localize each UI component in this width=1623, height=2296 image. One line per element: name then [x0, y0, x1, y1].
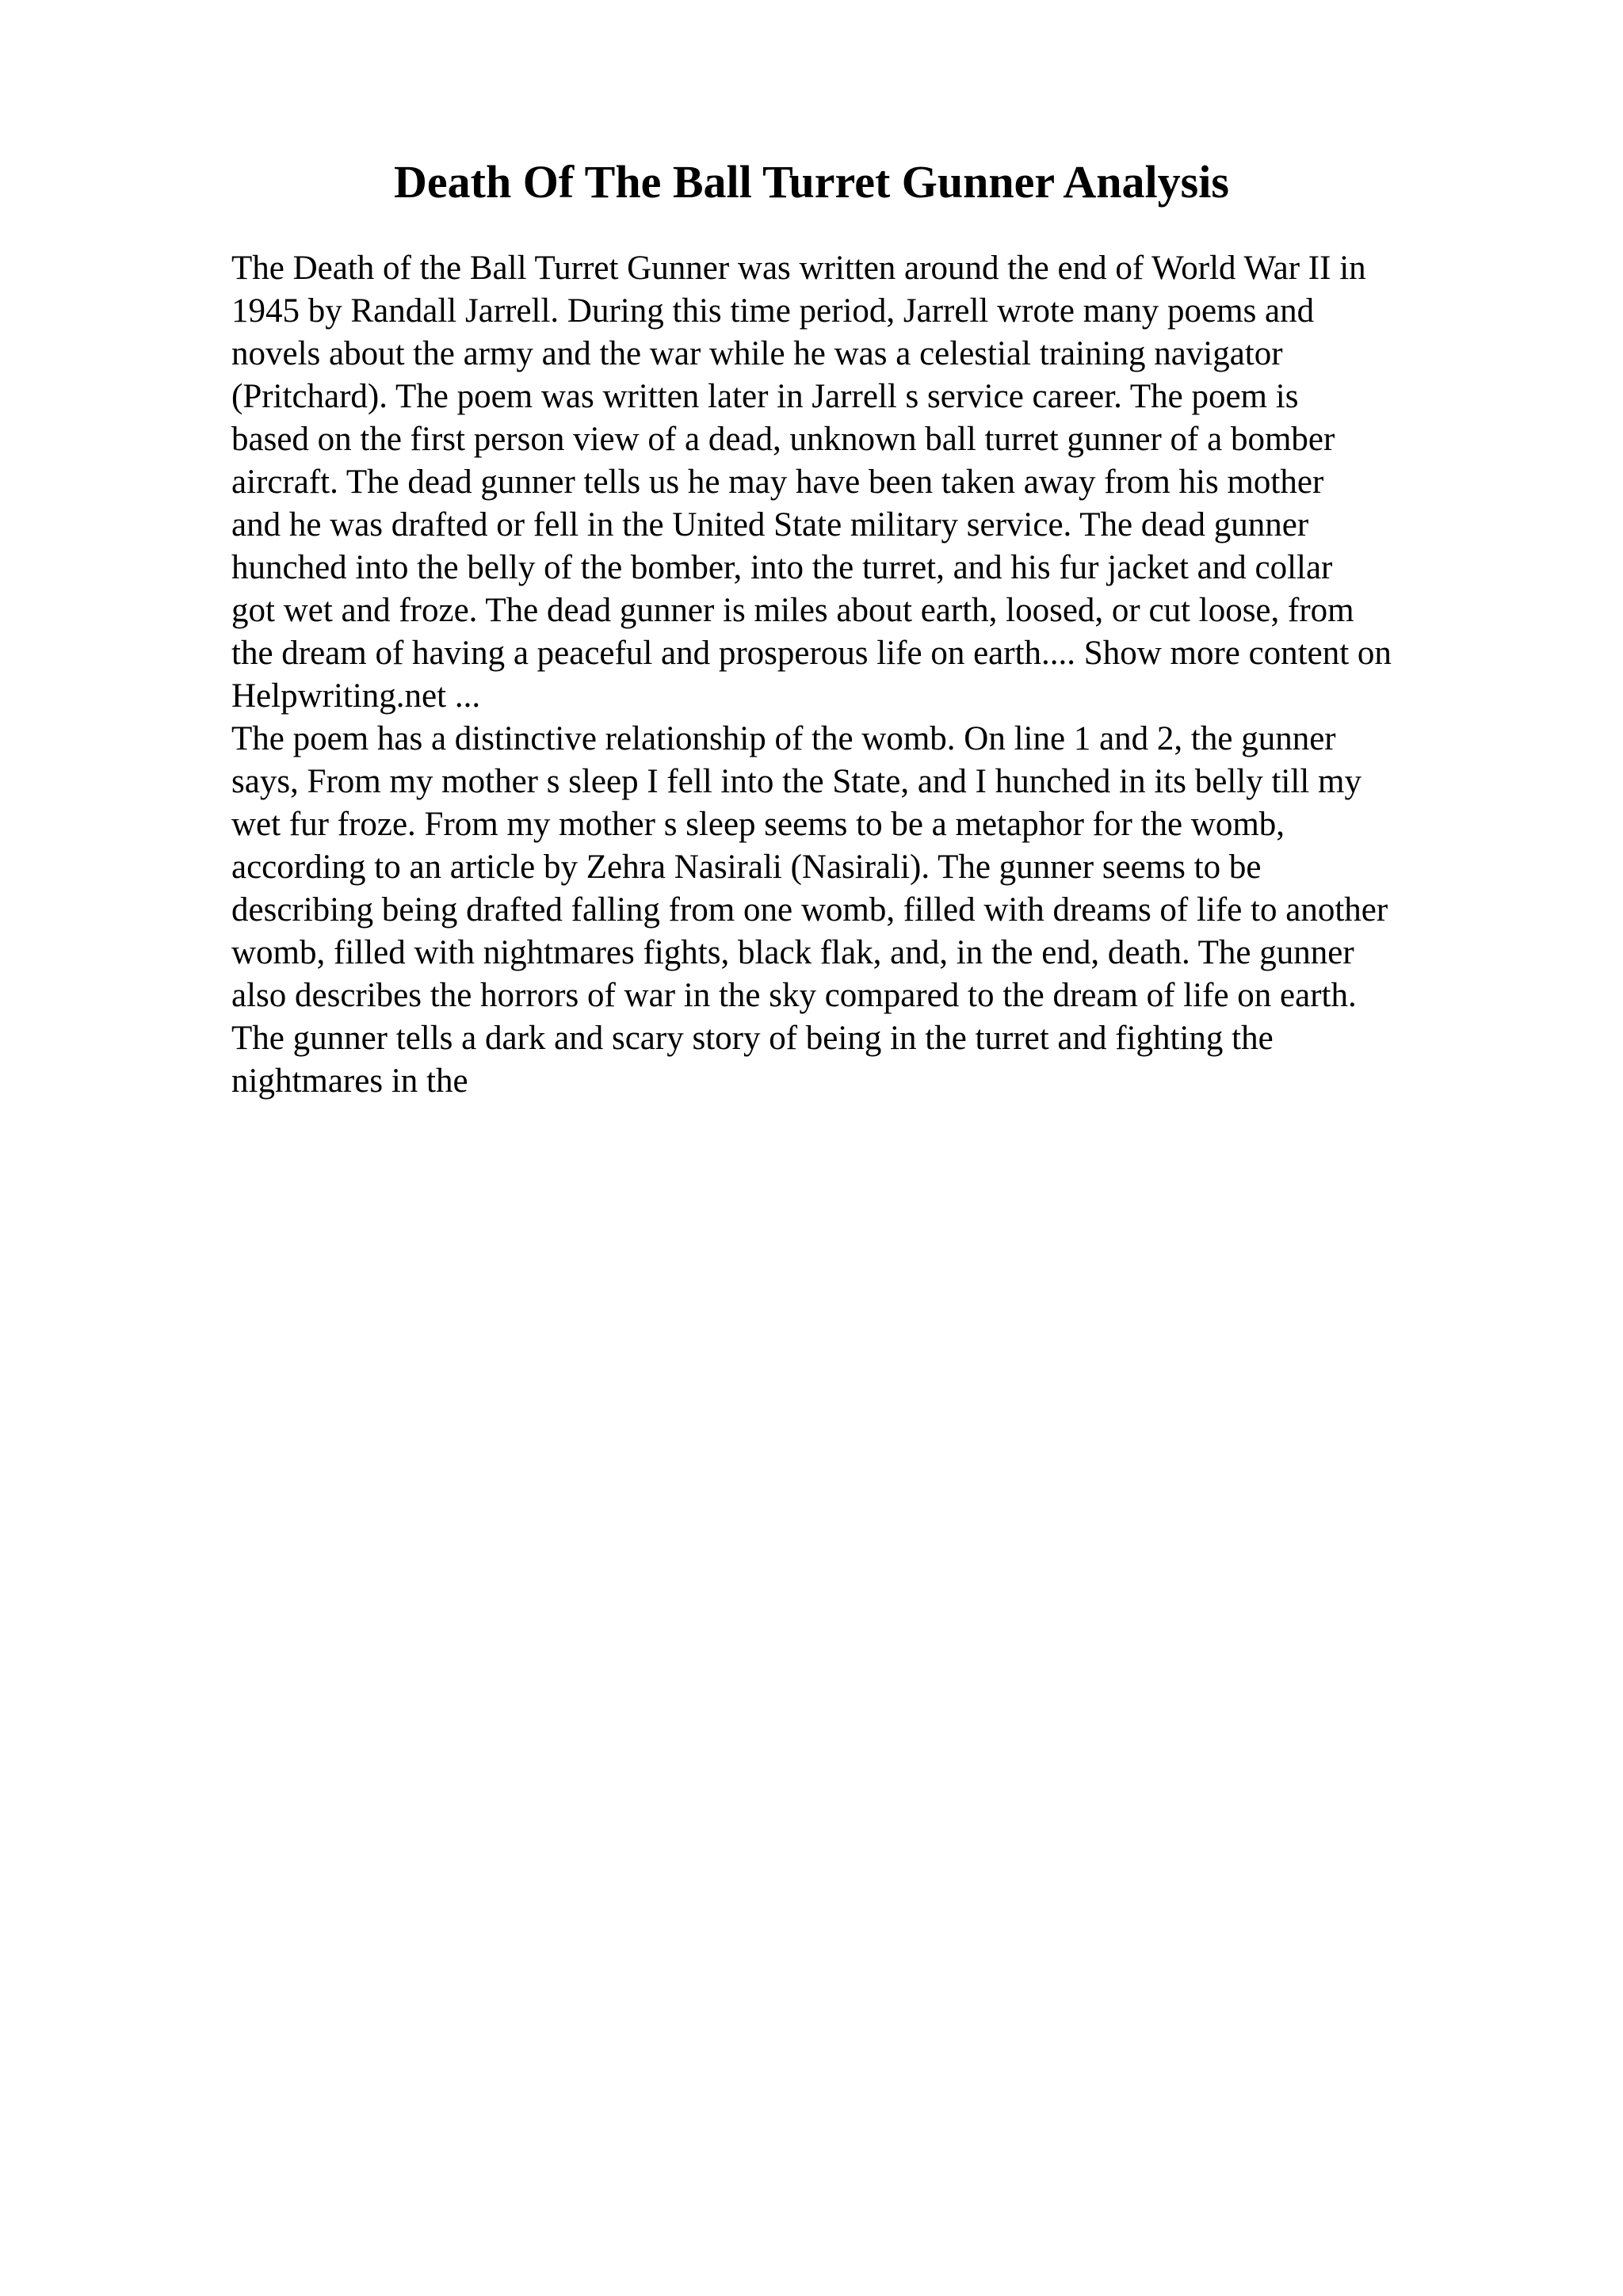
text-line: describing being drafted falling from one womb, filled with dreams of life to another: [231, 891, 1388, 929]
text-line: also describes the horrors of war in the sky compared to the dream of life on earth.: [231, 977, 1357, 1014]
text-line: aircraft. The dead gunner tells us he may have been taken away from his mother: [231, 463, 1324, 501]
text-line: womb, filled with nightmares fights, black flak, and, in the end, death. The gunner: [231, 934, 1354, 971]
text-line: hunched into the belly of the bomber, into the turret, and his fur jacket and collar: [231, 549, 1333, 586]
paragraph-2: [231, 718, 1509, 1103]
text-line: and he was drafted or fell in the United State military service. The dead gunner: [231, 506, 1309, 543]
text-line: The poem has a distinctive relationship of the womb. On line 1 and 2, the gunner: [231, 720, 1336, 757]
text-line: Helpwriting.net ...: [231, 677, 481, 715]
text-line: got wet and froze. The dead gunner is miles about earth, loosed, or cut loose, from: [231, 592, 1354, 629]
text-line: the dream of having a peaceful and prosperous life on earth.... Show more content on: [231, 635, 1392, 672]
text-line: wet fur froze. From my mother s sleep seems to be a metaphor for the womb,: [231, 806, 1285, 843]
text-line: according to an article by Zehra Nasirali (Nasirali). The gunner seems to be: [231, 849, 1262, 886]
text-line: (Pritchard). The poem was written later in Jarrell s service career. The poem is: [231, 378, 1299, 415]
text-line: says, From my mother s sleep I fell into the State, and I hunched in its belly till my: [231, 763, 1361, 800]
paragraph-1: [231, 247, 1509, 718]
text-line: 1945 by Randall Jarrell. During this time period, Jarrell wrote many poems and: [231, 292, 1315, 330]
document-body: [231, 247, 1509, 1103]
text-line: based on the first person view of a dead, unknown ball turret gunner of a bomber: [231, 421, 1335, 458]
text-line: nightmares in the: [231, 1062, 468, 1100]
text-line: novels about the army and the war while he was a celestial training navigator: [231, 335, 1283, 372]
document-title: Death Of The Ball Turret Gunner Analysis: [394, 156, 1229, 208]
text-line: The Death of the Ball Turret Gunner was written around the end of World War II in: [231, 250, 1366, 287]
text-line: The gunner tells a dark and scary story of being in the turret and fighting the: [231, 1020, 1274, 1057]
